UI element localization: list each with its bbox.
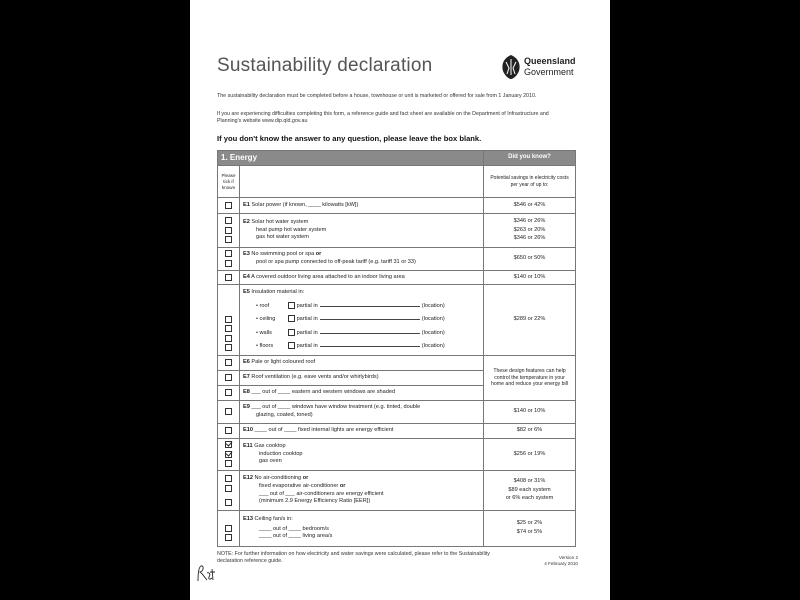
e2-line-1: Solar hot water system bbox=[251, 219, 309, 226]
e4-code: E4 bbox=[243, 273, 250, 280]
e5-checkbox-walls[interactable] bbox=[225, 335, 232, 342]
version-label: Version 2 bbox=[558, 555, 578, 560]
e13-checkbox-2[interactable] bbox=[225, 534, 232, 541]
e13-checkbox-1[interactable] bbox=[225, 525, 232, 532]
e3-checkbox-1[interactable] bbox=[225, 250, 232, 257]
tick-header: Please tick if known bbox=[218, 166, 240, 198]
e2-line-2: heat pump hot water system bbox=[256, 226, 327, 233]
e13-saving-1: $25 or 2% bbox=[516, 520, 543, 527]
row-e9 bbox=[218, 401, 576, 424]
intro-paragraph-1: The sustainability declaration must be completed before a house, townhouse or unit is marketed or offered for sale from 1 January 2010. bbox=[217, 93, 537, 99]
e3-or: or bbox=[315, 251, 322, 258]
instruction-headline: If you don't know the answer to any question, please leave the box blank. bbox=[217, 134, 482, 143]
e9-code: E9 bbox=[243, 404, 250, 411]
e13-saving-2: $74 or 5% bbox=[516, 529, 543, 535]
e11-checkbox-2[interactable] bbox=[225, 451, 232, 458]
row-e1 bbox=[218, 198, 576, 214]
logo-line2: Government bbox=[524, 67, 574, 77]
e10-saving: $82 or 6% bbox=[484, 424, 576, 439]
e10-text: ____ out of ____ fixed internal lights are energy efficient bbox=[254, 427, 394, 434]
e3-line-2: pool or spa pump connected to off-peak tariff (e.g. tariff 31 or 33) bbox=[256, 259, 416, 265]
blank-header-cell bbox=[240, 166, 484, 198]
energy-table bbox=[217, 150, 576, 547]
e5-item-floors: floors bbox=[259, 343, 274, 350]
e5-location-ceiling-field[interactable] bbox=[320, 314, 420, 320]
e7-code: E7 bbox=[243, 374, 250, 381]
e5-text: Insulation material in: bbox=[251, 289, 305, 296]
e9-saving: $140 or 10% bbox=[484, 401, 576, 424]
e12-or-2: or bbox=[339, 482, 346, 489]
e5-partial-floors-checkbox[interactable] bbox=[288, 342, 295, 349]
e5-location-ceiling: (location) bbox=[421, 316, 445, 323]
version-info bbox=[525, 555, 578, 567]
e11-saving: $256 or 19% bbox=[484, 439, 576, 471]
e2-checkbox-2[interactable] bbox=[225, 227, 232, 234]
e8-code: E8 bbox=[243, 389, 250, 396]
e1-text: Solar power (if known, ____ kilowatts [kW]) bbox=[251, 201, 359, 208]
e9-line-1: ___ out of ____ windows have window treatment (e.g. tinted, double bbox=[251, 404, 421, 411]
row-e10 bbox=[218, 424, 576, 439]
e5-partial-walls-checkbox[interactable] bbox=[288, 329, 295, 336]
e2-checkbox-1[interactable] bbox=[225, 217, 232, 224]
e12-line-4: (minimum 2.9 Energy Efficiency Ratio [EER]) bbox=[259, 498, 371, 505]
row-e11 bbox=[218, 439, 576, 471]
e2-saving-2: $263 or 20% bbox=[513, 226, 546, 233]
form-page bbox=[190, 0, 610, 600]
e12-checkbox-1[interactable] bbox=[225, 475, 232, 482]
e13-line-1: ____ out of ____ bedroom/s bbox=[259, 525, 329, 532]
e5-checkbox-roof[interactable] bbox=[225, 316, 232, 323]
row-e4 bbox=[218, 271, 576, 285]
e11-line-2: induction cooktop bbox=[259, 450, 303, 457]
e4-text: A covered outdoor living area attached to an indoor living area bbox=[251, 273, 405, 280]
e5-saving: $289 or 22% bbox=[484, 285, 576, 356]
row-e12 bbox=[218, 471, 576, 511]
e3-code: E3 bbox=[243, 251, 250, 258]
e8-text: ___ out of ____ eastern and western windows are shaded bbox=[251, 389, 396, 396]
e12-or-1: or bbox=[302, 475, 309, 482]
e1-checkbox[interactable] bbox=[225, 202, 232, 209]
e6-checkbox[interactable] bbox=[225, 359, 232, 366]
e6-text: Pale or light coloured roof bbox=[251, 359, 316, 366]
intro-paragraph-2: If you are experiencing difficulties completing this form, a reference guide and fact sheet are available on the Department of Infrastructure and Planning's website www.dip.qld.gov.au bbox=[217, 111, 549, 124]
e11-code: E11 bbox=[243, 443, 253, 450]
e13-line-2: ____ out of ____ living area/s bbox=[259, 533, 333, 540]
e13-text: Ceiling fan/s in: bbox=[254, 516, 293, 523]
row-e2 bbox=[218, 214, 576, 248]
e2-checkbox-3[interactable] bbox=[225, 236, 232, 243]
e5-code: E5 bbox=[243, 289, 250, 296]
e3-saving: $650 or 50% bbox=[484, 248, 576, 271]
e11-checkbox-3[interactable] bbox=[225, 460, 232, 467]
e7-checkbox[interactable] bbox=[225, 374, 232, 381]
e5-location-walls-field[interactable] bbox=[320, 328, 420, 334]
version-date: 4 February 2010 bbox=[544, 561, 578, 566]
e5-partial-ceiling: partial in bbox=[296, 316, 318, 323]
e11-checkbox-1[interactable] bbox=[225, 441, 232, 448]
e5-location-walls: (location) bbox=[421, 329, 445, 336]
did-you-know-header: Did you know? bbox=[484, 151, 576, 166]
e2-saving-3: $346 or 26% bbox=[513, 235, 546, 242]
e12-line-1: No air-conditioning bbox=[254, 475, 303, 482]
e12-line-2: fixed evaporative air-conditioner bbox=[259, 482, 340, 489]
e10-code: E10 bbox=[243, 427, 253, 434]
e2-saving-1: $346 or 26% bbox=[513, 218, 546, 225]
e8-checkbox[interactable] bbox=[225, 389, 232, 396]
e5-partial-roof: partial in bbox=[296, 302, 318, 309]
e5-item-walls: walls bbox=[259, 329, 272, 336]
e3-line-1: No swimming pool or spa bbox=[251, 251, 316, 258]
e1-code: E1 bbox=[243, 201, 250, 208]
e6-code: E6 bbox=[243, 359, 250, 366]
e5-item-roof: roof bbox=[259, 302, 270, 309]
page-title: Sustainability declaration bbox=[217, 55, 433, 76]
handwritten-initials bbox=[195, 563, 217, 583]
e4-saving: $140 or 10% bbox=[484, 271, 576, 285]
e5-partial-floors: partial in bbox=[296, 343, 318, 350]
logo-line1: Queensland bbox=[524, 56, 576, 66]
e5-partial-roof-checkbox[interactable] bbox=[288, 302, 295, 309]
e5-checkbox-floors[interactable] bbox=[225, 344, 232, 351]
e12-code: E12 bbox=[243, 475, 253, 482]
e5-location-floors-field[interactable] bbox=[320, 341, 420, 347]
queensland-government-logo bbox=[500, 54, 585, 84]
row-e5: E5 Insulation material in: • roof partial in (location) • ceiling partial in (location) • walls partial in (location) • floors partial in (location) $289 or 22% bbox=[218, 285, 576, 356]
e11-line-3: gas oven bbox=[259, 458, 282, 465]
e12-line-3: ___ out of ___ air-conditioners are energy efficient bbox=[259, 490, 384, 497]
e12-checkbox-2[interactable] bbox=[225, 485, 232, 492]
e5-location-roof-field[interactable] bbox=[320, 301, 420, 307]
savings-header: Potential savings in electricity costs per year of up to: bbox=[484, 166, 576, 198]
e2-line-3: gas hot water system bbox=[256, 234, 309, 241]
e7-text: Roof ventilation (e.g. eave vents and/or whirlybirds) bbox=[251, 374, 379, 381]
e5-location-floors: (location) bbox=[421, 343, 445, 350]
e12-checkbox-3[interactable] bbox=[225, 499, 232, 506]
e5-item-ceiling: ceiling bbox=[259, 316, 276, 323]
row-e6 bbox=[218, 356, 576, 371]
e11-line-1: Gas cooktop bbox=[254, 443, 286, 450]
e5-checkbox-ceiling[interactable] bbox=[225, 325, 232, 332]
e3-checkbox-2[interactable] bbox=[225, 260, 232, 267]
e5-partial-walls: partial in bbox=[296, 329, 318, 336]
e13-code: E13 bbox=[243, 516, 253, 523]
crest-icon bbox=[500, 54, 522, 80]
e5-location-roof: (location) bbox=[421, 302, 445, 309]
row-e3 bbox=[218, 248, 576, 271]
e12-saving-3: or 6% each system bbox=[505, 495, 554, 502]
design-note: These design features can help control the temperature in your home and reduce your energy bill bbox=[484, 356, 576, 401]
e12-saving-2: $89 each system bbox=[508, 486, 551, 493]
e5-partial-ceiling-checkbox[interactable] bbox=[288, 315, 295, 322]
e9-checkbox[interactable] bbox=[225, 408, 232, 415]
e12-saving-1: $408 or 31% bbox=[513, 478, 546, 485]
e4-checkbox[interactable] bbox=[225, 274, 232, 281]
e2-code: E2 bbox=[243, 219, 250, 226]
e9-line-2: glazing, coated, toned) bbox=[256, 412, 313, 418]
section-title: 1. Energy bbox=[218, 151, 484, 166]
e10-checkbox[interactable] bbox=[225, 427, 232, 434]
row-e13 bbox=[218, 511, 576, 547]
e1-saving: $546 or 42% bbox=[484, 198, 576, 214]
footnote: NOTE: For further information on how electricity and water savings were calculated, please refer to the Sustainability declaration reference guide. bbox=[217, 551, 490, 564]
